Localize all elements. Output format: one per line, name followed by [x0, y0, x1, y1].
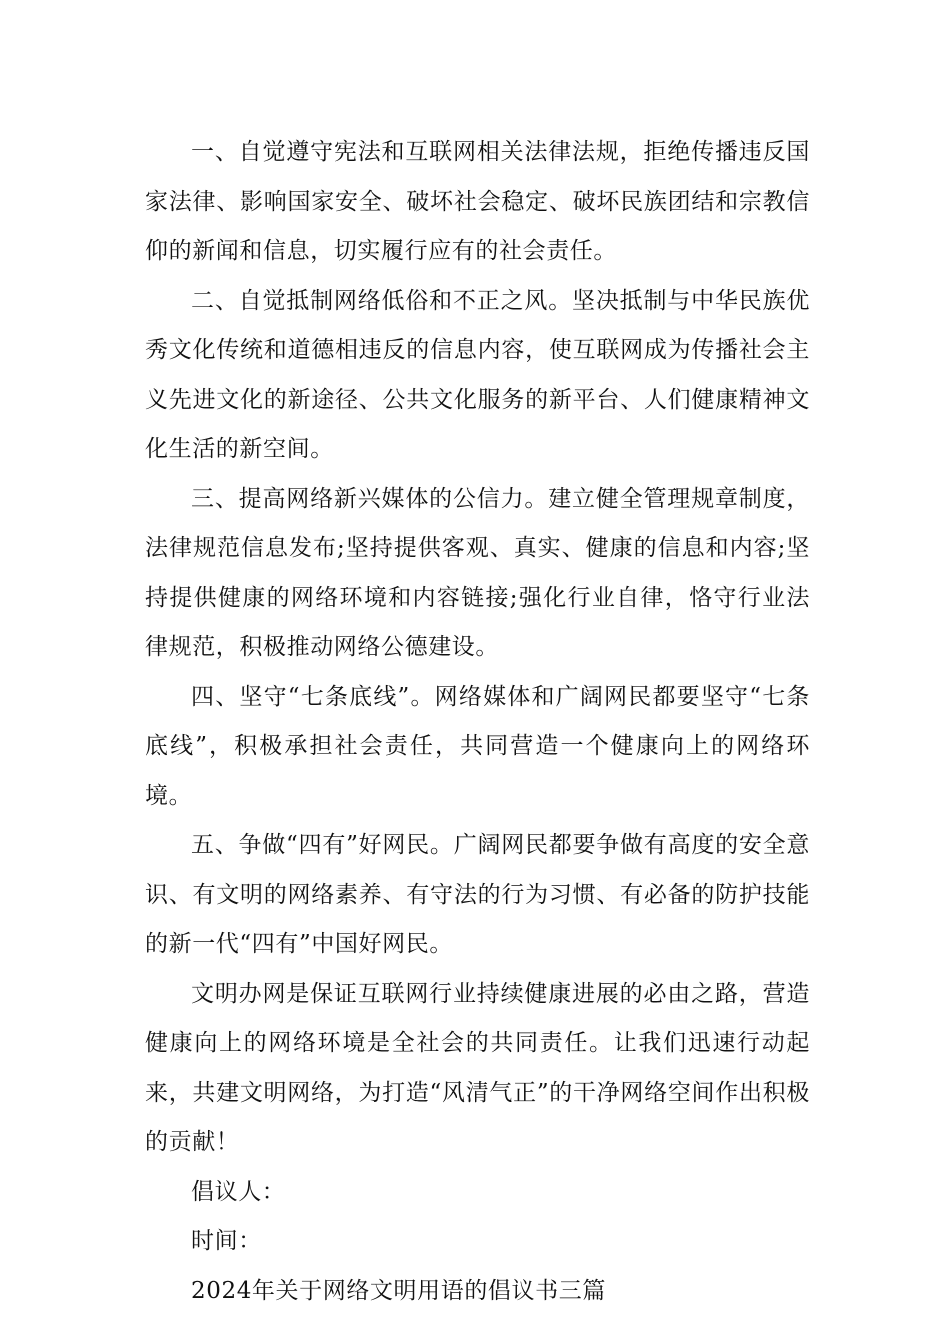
paragraph-2: 二、自觉抵制网络低俗和不正之风。坚决抵制与中华民族优秀文化传统和道德相违反的信息内容，使互联网成为传播社会主义先进文化的新途径、公共文化服务的新平台、人们健康精神文化生活的新空间。 [145, 287, 810, 462]
date-label: 时间： [191, 1228, 262, 1254]
proposer-label: 倡议人： [191, 1178, 286, 1205]
paragraph-4: 四、坚守“七条底线”。网络媒体和广阔网民都要坚守“七条底线”，积极承担社会责任，共同营造一个健康向上的网络环境。 [145, 683, 810, 809]
next-document-title: 2024年关于网络文明用语的倡议书三篇 [191, 1277, 606, 1304]
paragraph-3: 三、提高网络新兴媒体的公信力。建立健全管理规章制度，法律规范信息发布;坚持提供客观、真实、健康的信息和内容;坚持提供健康的网络环境和内容链接;强化行业自律，恪守行业法律规范，积极推动网络公德建设。 [145, 485, 810, 660]
paragraph-closing: 文明办网是保证互联网行业持续健康进展的必由之路，营造健康向上的网络环境是全社会的共同责任。让我们迅速行动起来，共建文明网络，为打造“风清气正”的干净网络空间作出积极的贡献！ [145, 980, 810, 1155]
document-body [145, 128, 810, 1316]
paragraph-5: 五、争做“四有”好网民。广阔网民都要争做有高度的安全意识、有文明的网络素养、有守法的行为习惯、有必备的防护技能的新一代“四有”中国好网民。 [145, 832, 810, 957]
paragraph-1: 一、自觉遵守宪法和互联网相关法律法规，拒绝传播违反国家法律、影响国家安全、破坏社会稳定、破坏民族团结和宗教信仰的新闻和信息，切实履行应有的社会责任。 [145, 139, 810, 264]
